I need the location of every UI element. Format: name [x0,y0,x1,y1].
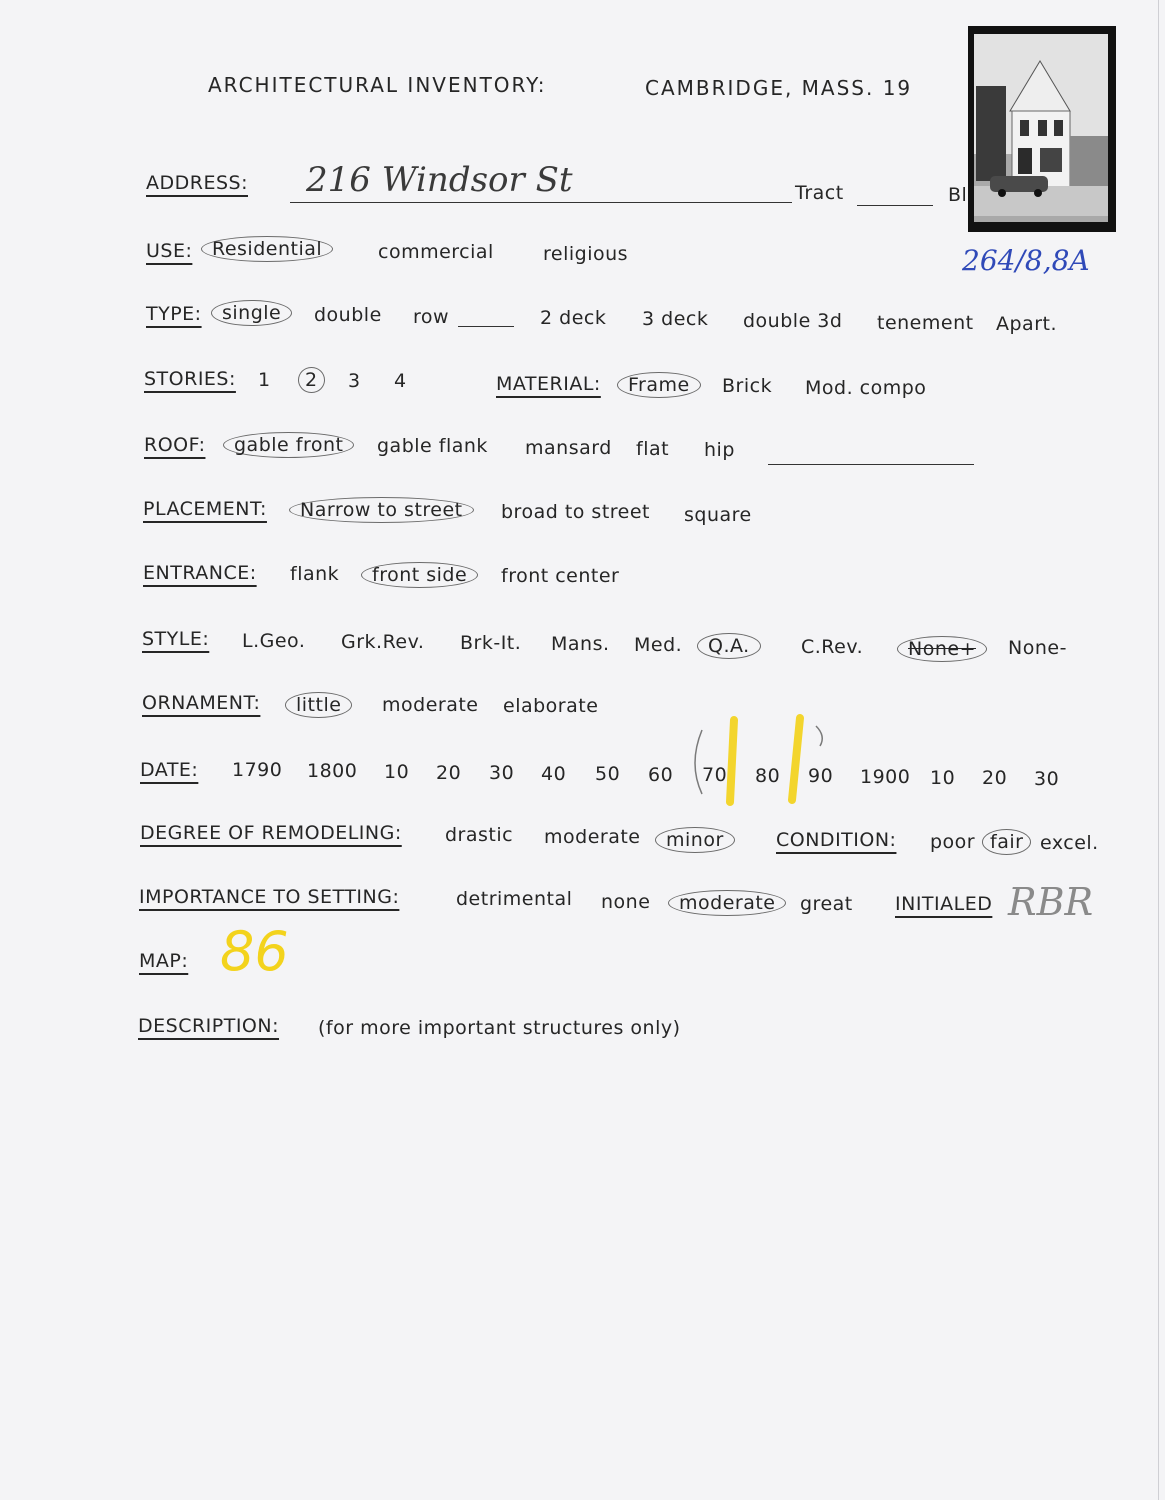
initialed-label: INITIALED [895,893,993,915]
date-1800: 1800 [307,760,358,782]
date-1790: 1790 [232,759,283,781]
importance-great: great [800,893,853,915]
stories-3: 3 [348,370,361,392]
tract-label: Tract [795,182,844,204]
use-commercial: commercial [378,241,494,263]
placement-square: square [684,504,752,526]
remodeling-minor: minor [655,827,735,853]
ornament-label: ORNAMENT: [142,692,261,714]
date-80: 80 [755,765,781,787]
condition-fair: fair [982,829,1031,855]
date-label: DATE: [140,759,199,781]
date-70: 70 [702,764,728,786]
ornament-moderate: moderate [382,694,479,716]
importance-moderate: moderate [668,890,786,916]
roof-gable-front: gable front [223,432,354,458]
type-row: row [413,306,450,328]
entrance-flank: flank [290,563,340,585]
form-title: ARCHITECTURAL INVENTORY: [208,73,547,97]
map-label: MAP: [139,950,189,972]
date-10: 10 [384,761,410,783]
importance-label: IMPORTANCE TO SETTING: [139,886,400,908]
style-l-geo: L.Geo. [242,630,306,652]
material-frame: Frame [617,372,701,398]
type-2-deck: 2 deck [540,307,607,329]
placement-narrow: Narrow to street [289,497,474,523]
roof-other-line [768,464,974,465]
date-20: 20 [436,762,462,784]
style-none-minus: None- [1008,637,1067,659]
placement-broad: broad to street [501,501,651,523]
date-range-marks [680,712,830,812]
date-40: 40 [541,763,567,785]
type-row-line [458,326,514,327]
condition-label: CONDITION: [776,829,897,851]
roof-hip: hip [704,439,735,461]
address-label: ADDRESS: [146,172,248,194]
stories-label: STORIES: [144,368,236,390]
type-single: single [211,300,292,326]
ornament-little: little [285,692,352,718]
remodeling-label: DEGREE OF REMODELING: [140,822,402,844]
date-1930: 30 [1034,768,1060,790]
remodeling-moderate: moderate [544,826,641,848]
date-50: 50 [595,763,621,785]
use-religious: religious [543,243,629,265]
description-label: DESCRIPTION: [138,1015,280,1037]
type-double: double [314,304,382,326]
condition-poor: poor [930,831,976,853]
placement-label: PLACEMENT: [143,498,267,520]
type-apart: Apart. [996,313,1058,335]
date-1900: 1900 [860,766,911,788]
material-mod-compo: Mod. compo [805,377,927,399]
form-city: CAMBRIDGE, MASS. 19 [645,76,913,100]
material-label: MATERIAL: [496,373,601,395]
stories-1: 1 [258,369,271,391]
use-label: USE: [146,240,193,262]
roof-gable-flank: gable flank [377,435,488,457]
remodeling-drastic: drastic [445,824,514,846]
style-none-plus: None+ [897,636,987,662]
initialed-value: RBR [1008,880,1094,924]
address-line [290,202,792,203]
style-grk-rev: Grk.Rev. [341,631,425,653]
date-60: 60 [648,764,674,786]
ornament-elaborate: elaborate [503,695,599,717]
style-qa: Q.A. [697,633,761,659]
date-1920: 20 [982,767,1008,789]
type-3-deck: 3 deck [642,308,709,330]
date-30: 30 [489,762,515,784]
style-label: STYLE: [142,628,210,650]
entrance-label: ENTRANCE: [143,562,257,584]
roof-label: ROOF: [144,434,206,456]
style-brk-it: Brk-It. [460,632,522,654]
style-mans: Mans. [551,633,610,655]
date-90: 90 [808,765,834,787]
use-residential: Residential [201,236,333,262]
style-med: Med. [634,634,683,656]
entrance-front-side: front side [361,562,478,588]
condition-excel: excel. [1040,832,1099,854]
style-c-rev: C.Rev. [801,636,864,658]
type-double-3d: double 3d [743,310,843,332]
building-photo [968,26,1116,232]
date-1910: 10 [930,767,956,789]
stories-2: 2 [298,367,325,393]
type-label: TYPE: [146,303,202,325]
roof-flat: flat [636,438,670,460]
page-edge [1158,0,1159,1500]
importance-detrimental: detrimental [456,888,573,910]
importance-none: none [601,891,651,913]
stories-4: 4 [394,370,407,392]
tract-line [857,205,933,206]
type-tenement: tenement [877,312,974,334]
photo-code: 264/8,8A [962,244,1090,277]
material-brick: Brick [722,375,773,397]
roof-mansard: mansard [525,437,612,459]
map-value: 86 [220,920,289,983]
entrance-front-center: front center [501,565,620,587]
block-label: Bl [948,184,968,206]
address-value: 216 Windsor St [306,160,573,200]
description-note: (for more important structures only) [318,1017,681,1039]
